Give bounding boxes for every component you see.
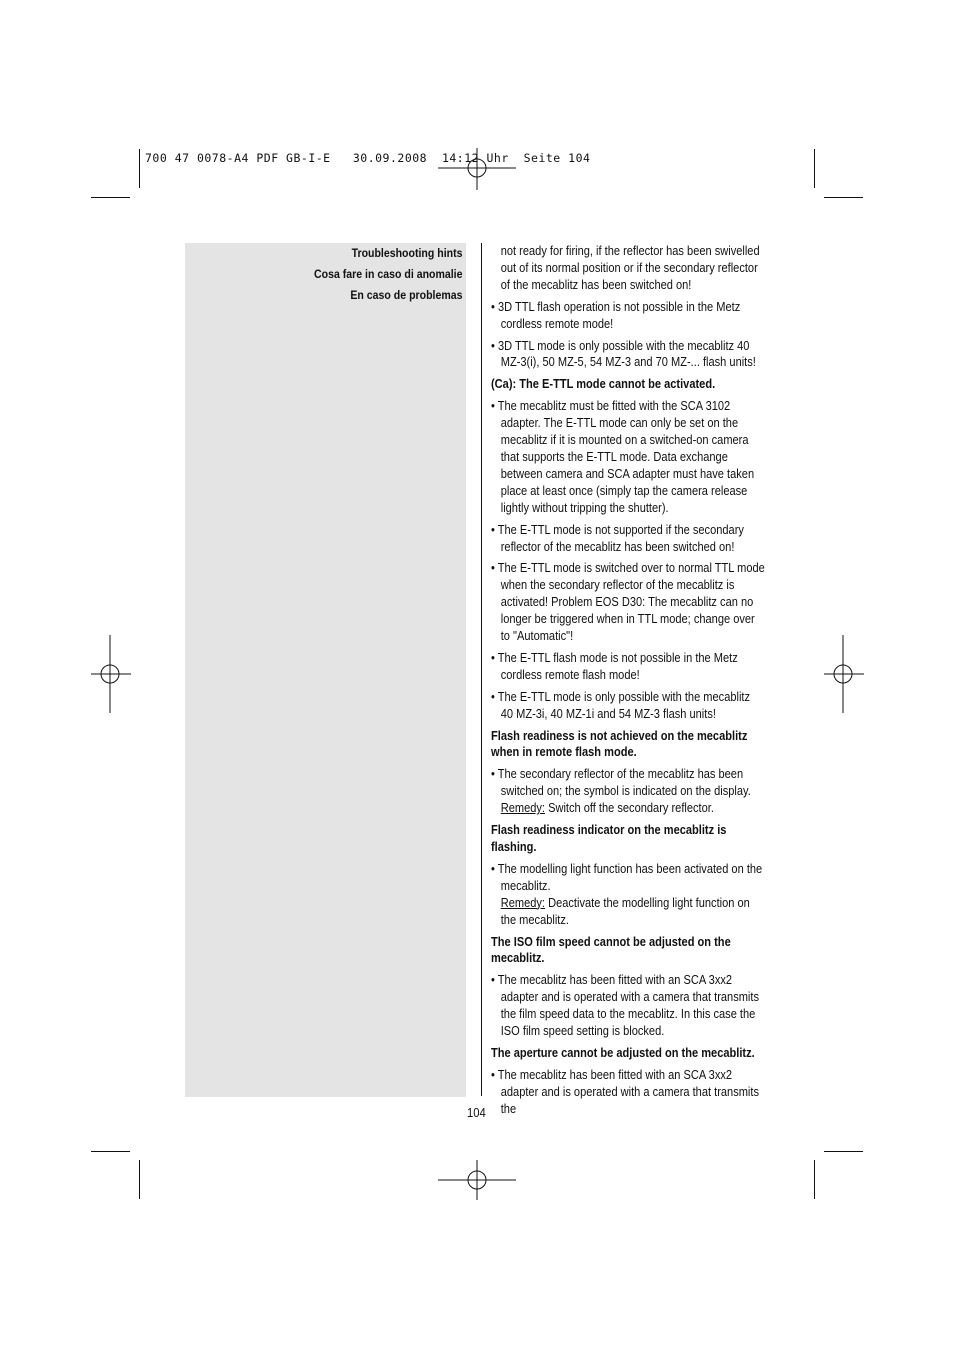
bullet-item-with-remedy [491,766,765,817]
crop-mark-top-left-v [139,149,140,188]
registration-mark-left [91,635,131,713]
crop-mark-bottom-left-v [139,1160,140,1199]
bullet-item: • The mecablitz has been fitted with an SCA 3xx2 adapter and is operated with a camera that transmits the film speed data to the mecablitz. In this case the ISO film speed setting is blocked. [491,973,760,1039]
bullet-text: • The secondary reflector of the mecablitz has been switched on; the symbol is indicated on the display. [491,767,751,799]
bullet-item: • The mecablitz has been fitted with an SCA 3xx2 adapter and is operated with a camera that transmits the [491,1067,760,1116]
bullet-item: • The mecablitz must be fitted with the SCA 3102 adapter. The E-TTL mode can only be set on the mecablitz if it is mounted on a switched-on camera that supports the E-TTL mode. Data exchange between camera and SCA adapter must have taken place at least once (simply tap the camera release lightly without tripping the shutter). [491,399,755,515]
heading-spanish: En caso de problemas [350,288,463,302]
problem-heading: (Ca): The E-TTL mode cannot be activated. [491,377,716,392]
column-divider [481,243,482,1096]
problem-heading: The ISO film speed cannot be adjusted on the mecablitz. [491,934,731,966]
bullet-item-with-remedy [491,861,765,929]
remedy-text: Deactivate the modelling light function on the mecablitz. [500,895,750,927]
crop-mark-bottom-right-v [814,1160,815,1199]
heading-english: Troubleshooting hints [351,246,463,260]
crop-mark-top-left-h [91,197,130,198]
bullet-text: • The modelling light function has been activated on the mecablitz. [491,861,763,893]
registration-mark-top [438,148,516,190]
remedy-label: Remedy: [500,895,546,910]
bullet-item: • The E-TTL mode is not supported if the secondary reflector of the mecablitz has been switched on! [491,522,744,554]
remedy-label: Remedy: [500,801,546,816]
bullet-item: • The E-TTL flash mode is not possible in the Metz cordless remote flash mode! [491,650,738,682]
problem-heading: Flash readiness indicator on the mecablitz is flashing. [491,823,727,854]
continued-paragraph: not ready for firing, if the reflector has been swivelled out of its normal position or if the secondary reflector of the mecablitz has been switched on! [500,244,760,292]
print-slug-line: 700 47 0078-A4 PDF GB-I-E 30.09.2008 14:12 Uhr Seite 104 [145,151,591,165]
remedy-text: Switch off the secondary reflector. [545,801,714,816]
bullet-item: • The E-TTL mode is only possible with the mecablitz 40 MZ-3i, 40 MZ-1i and 54 MZ-3 flash units! [491,689,751,721]
crop-mark-top-right-v [814,149,815,188]
bullet-item: • 3D TTL flash operation is not possible in the Metz cordless remote mode! [491,299,741,331]
section-sidebar [185,243,466,1097]
section-headings [185,243,466,306]
heading-italian: Cosa fare in caso di anomalie [313,267,463,281]
registration-mark-right [824,635,864,713]
crop-mark-top-right-h [824,197,863,198]
bullet-item: • The E-TTL mode is switched over to normal TTL mode when the secondary reflector of the mecablitz is activated! Problem EOS D30: The mecablitz can no longer be triggered when in TTL mode; change over to "Automatic"! [491,561,765,644]
registration-mark-bottom [438,1160,516,1200]
crop-mark-bottom-right-h [824,1151,863,1152]
bullet-item: • 3D TTL mode is only possible with the mecablitz 40 MZ-3(i), 50 MZ-5, 54 MZ-3 and 70 MZ-... flash units! [491,338,756,370]
page-number: 104 [467,1106,486,1120]
problem-heading: Flash readiness is not achieved on the mecablitz when in remote flash mode. [491,728,748,760]
problem-heading: The aperture cannot be adjusted on the mecablitz. [491,1045,755,1060]
main-text-column [491,243,765,1123]
crop-mark-bottom-left-h [91,1151,130,1152]
